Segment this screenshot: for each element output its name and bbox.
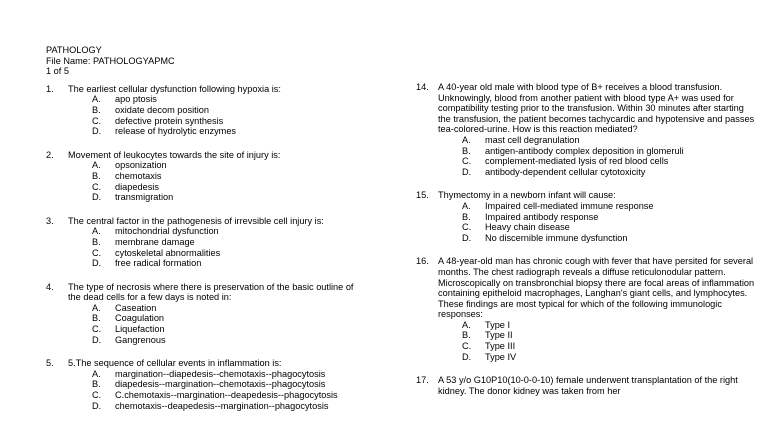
option-text: antigen-antibody complex deposition in glomeruli	[485, 145, 684, 156]
option-text: diapedesis--margination--chemotaxis--phagocytosis	[115, 379, 326, 390]
answer-options	[416, 135, 756, 177]
answer-option	[462, 212, 756, 223]
option-text: Impaired antibody response	[485, 211, 599, 222]
question-item	[46, 358, 366, 411]
question-number: 16.	[416, 256, 429, 267]
answer-options	[46, 226, 366, 268]
answer-option	[462, 146, 756, 157]
answer-option	[462, 156, 756, 167]
option-text: chemotaxis--deapedesis--margination--phagocytosis	[115, 400, 329, 411]
question-item	[46, 216, 366, 269]
option-text: Type I	[485, 319, 511, 330]
option-text: complement-mediated lysis of red blood cells	[485, 156, 669, 167]
answer-option	[92, 401, 366, 412]
option-text: Gangrenous	[115, 334, 166, 345]
option-text: cytoskeletal abnormalities	[115, 247, 221, 258]
question-number: 2.	[46, 149, 54, 160]
option-letter: B.	[462, 211, 471, 222]
option-text: Liquefaction	[115, 324, 165, 335]
option-letter: A.	[92, 160, 101, 171]
option-text: defective protein synthesis	[115, 115, 224, 126]
question-item	[46, 150, 366, 203]
answer-options	[46, 303, 366, 345]
question-item	[416, 375, 756, 396]
question-number: 17.	[416, 375, 429, 386]
question-item	[46, 282, 366, 346]
answer-option	[462, 167, 756, 178]
option-letter: D.	[462, 232, 472, 243]
option-text: mast cell degranulation	[485, 134, 580, 145]
option-letter: C.	[462, 222, 472, 233]
question-text: The central factor in the pathogenesis of irrevsible cell injury is:	[68, 215, 324, 226]
option-text: free radical formation	[115, 258, 202, 269]
option-text: C.chemotaxis--margination--deapedesis--phagocytosis	[115, 390, 338, 401]
answer-options	[416, 201, 756, 243]
question-text: A 40-year old male with blood type of B+ receives a blood transfusion. Unknowingly, blood from another patient with blood type A+ was used for compatibility testing prior to the transfusion. Within 30 minutes after starting the transfusion, the patient becomes tachycardic and hypotensive and passes tea-colored-urine. How is this reaction mediated?	[438, 82, 755, 135]
option-letter: A.	[92, 368, 101, 379]
answer-option	[462, 222, 756, 233]
option-letter: B.	[92, 313, 101, 324]
question-item	[416, 256, 756, 362]
option-text: No discernible immune dysfunction	[485, 232, 628, 243]
question-stem	[46, 216, 366, 227]
option-text: diapedesis	[115, 181, 159, 192]
answer-option	[92, 313, 366, 324]
answer-option	[92, 335, 366, 346]
option-text: Impaired cell-mediated immune response	[485, 200, 654, 211]
question-stem	[46, 282, 366, 303]
page-indicator: 1 of 5	[46, 66, 69, 77]
question-stem	[46, 84, 366, 95]
option-text: apo ptosis	[115, 94, 157, 105]
question-item	[416, 190, 756, 243]
question-number: 3.	[46, 215, 54, 226]
option-letter: B.	[462, 330, 471, 341]
option-letter: B.	[92, 104, 101, 115]
answer-option	[92, 226, 366, 237]
document-header	[46, 45, 366, 77]
option-text: oxidate decom position	[115, 104, 209, 115]
option-letter: B.	[92, 236, 101, 247]
option-letter: A.	[92, 302, 101, 313]
question-text: Thymectomy in a newborn infant will cause:	[438, 190, 616, 201]
answer-option	[92, 258, 366, 269]
option-letter: C.	[92, 115, 102, 126]
answer-option	[462, 135, 756, 146]
option-text: mitochondrial dysfunction	[115, 226, 219, 237]
option-letter: D.	[462, 351, 472, 362]
question-item	[46, 84, 366, 137]
question-text: 5.The sequence of cellular events in inflammation is:	[68, 358, 282, 369]
answer-option	[92, 237, 366, 248]
option-letter: C.	[92, 181, 102, 192]
option-letter: A.	[92, 226, 101, 237]
answer-option	[92, 116, 366, 127]
option-letter: C.	[92, 324, 102, 335]
option-text: release of hydrolytic enzymes	[115, 126, 237, 137]
option-letter: A.	[462, 134, 471, 145]
answer-option	[92, 324, 366, 335]
question-text: The type of necrosis where there is preservation of the basic outline of the dead cells for a few days is noted in:	[68, 281, 354, 303]
question-stem	[416, 375, 756, 396]
question-number: 4.	[46, 281, 54, 292]
option-text: opsonization	[115, 160, 167, 171]
answer-option	[462, 330, 756, 341]
option-text: antibody-dependent cellular cytotoxicity	[485, 166, 646, 177]
question-stem	[46, 150, 366, 161]
option-text: Type III	[485, 341, 516, 352]
answer-options	[46, 160, 366, 202]
answer-option	[92, 369, 366, 380]
option-letter: A.	[462, 319, 471, 330]
option-letter: D.	[92, 192, 102, 203]
question-number: 15.	[416, 190, 429, 201]
answer-options	[416, 320, 756, 362]
option-letter: D.	[92, 126, 102, 137]
option-text: Heavy chain disease	[485, 222, 570, 233]
answer-option	[462, 352, 756, 363]
answer-options	[46, 369, 366, 411]
right-column	[416, 82, 756, 396]
answer-option	[462, 201, 756, 212]
answer-option	[92, 379, 366, 390]
answer-option	[92, 390, 366, 401]
option-text: Type II	[485, 330, 513, 341]
option-text: Caseation	[115, 302, 157, 313]
question-stem	[416, 190, 756, 201]
answer-options	[46, 94, 366, 136]
option-letter: A.	[92, 94, 101, 105]
right-question-list	[416, 82, 756, 396]
option-text: chemotaxis	[115, 170, 162, 181]
option-letter: D.	[462, 166, 472, 177]
option-letter: D.	[92, 400, 102, 411]
option-text: margination--diapedesis--chemotaxis--phagocytosis	[115, 368, 326, 379]
file-name: File Name: PATHOLOGYAPMC	[46, 55, 175, 66]
answer-option	[462, 320, 756, 331]
question-text: Movement of leukocytes towards the site of injury is:	[68, 149, 281, 160]
option-letter: C.	[462, 156, 472, 167]
option-text: membrane damage	[115, 236, 195, 247]
question-stem	[416, 256, 756, 320]
question-number: 14.	[416, 82, 429, 92]
question-number: 5.	[46, 358, 54, 369]
question-item	[416, 82, 756, 177]
option-text: transmigration	[115, 192, 174, 203]
option-text: Type IV	[485, 351, 517, 362]
option-letter: C.	[92, 247, 102, 258]
answer-option	[462, 233, 756, 244]
option-letter: B.	[92, 379, 101, 390]
question-text: The earliest cellular dysfunction following hypoxia is:	[68, 83, 281, 94]
question-stem	[416, 82, 756, 135]
option-letter: D.	[92, 258, 102, 269]
left-question-list	[46, 84, 366, 411]
answer-option	[92, 105, 366, 116]
option-letter: D.	[92, 334, 102, 345]
answer-option	[92, 160, 366, 171]
question-text: A 48-year-old man has chronic cough with fever that have persited for several months. The chest radiograph reveals a diffuse reticulonodular pattern. Microscopically on transbronchial biopsy there are focal areas of inflammation containing epitheloid macrophages, Langhan's giant cells, and lymphocytes. These findings are most typical for which of the following immunologic responses:	[438, 256, 755, 320]
option-text: Coagulation	[115, 313, 165, 324]
subject-title: PATHOLOGY	[46, 45, 102, 55]
option-letter: C.	[92, 390, 102, 401]
answer-option	[92, 94, 366, 105]
option-letter: B.	[462, 145, 471, 156]
answer-option	[92, 248, 366, 259]
answer-option	[462, 341, 756, 352]
answer-option	[92, 182, 366, 193]
option-letter: C.	[462, 341, 472, 352]
question-stem	[46, 358, 366, 369]
left-column	[46, 45, 366, 411]
question-text: A 53 y/o G10P10(10-0-0-10) female underwent transplantation of the right kidney. The donor kidney was taken from her	[438, 375, 738, 396]
answer-option	[92, 192, 366, 203]
answer-option	[92, 303, 366, 314]
option-letter: B.	[92, 170, 101, 181]
option-letter: A.	[462, 200, 471, 211]
question-number: 1.	[46, 83, 54, 94]
answer-option	[92, 171, 366, 182]
answer-option	[92, 126, 366, 137]
